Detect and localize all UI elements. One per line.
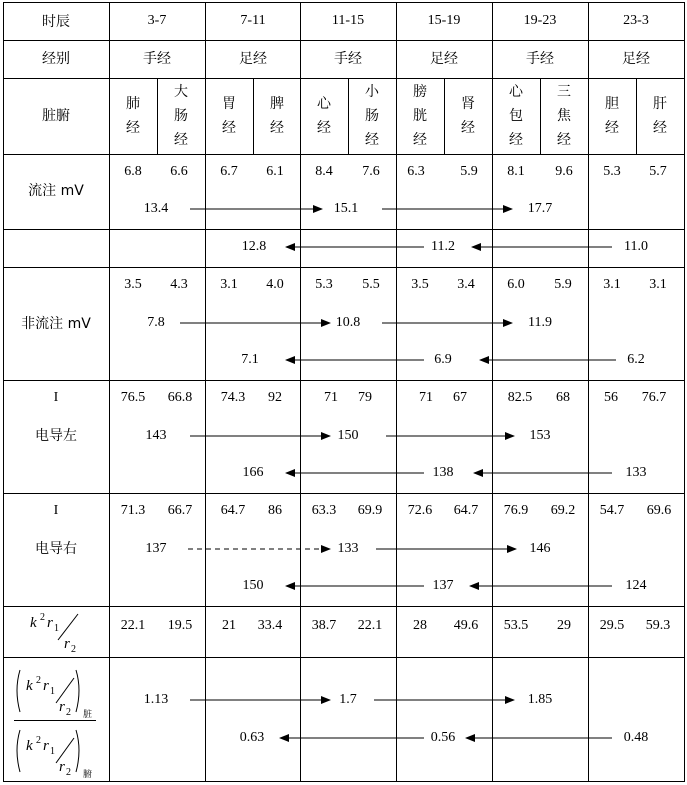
cond-left-forward: 153 bbox=[529, 428, 551, 443]
row-label-cond-left: 电导左 bbox=[35, 428, 77, 444]
row-label-nonflow: 非流注 mV bbox=[21, 316, 91, 332]
cond-right-value: 69.6 bbox=[646, 503, 672, 518]
ratio-value: 38.7 bbox=[311, 618, 337, 633]
channel-cell: 足经 bbox=[239, 51, 267, 67]
channel-cell: 足经 bbox=[430, 51, 458, 67]
flow-value: 5.7 bbox=[649, 164, 667, 179]
channel-cell: 手经 bbox=[334, 51, 362, 67]
cond-left-value: 56 bbox=[604, 390, 618, 405]
flow-value: 6.7 bbox=[220, 164, 238, 179]
svg-text:r: r bbox=[47, 615, 53, 631]
svg-text:r: r bbox=[64, 636, 70, 652]
time-cell: 23-3 bbox=[623, 13, 649, 28]
cond-right-value: 71.3 bbox=[120, 503, 146, 518]
ratio-value: 33.4 bbox=[257, 618, 283, 633]
organ-cell: 心经 bbox=[317, 96, 331, 136]
row-label-organ: 脏腑 bbox=[42, 108, 70, 124]
cond-right-value: 72.6 bbox=[407, 503, 433, 518]
ratio-value: 53.5 bbox=[503, 618, 529, 633]
flow-value: 6.1 bbox=[266, 164, 284, 179]
time-cell: 7-11 bbox=[240, 13, 266, 28]
time-cell: 19-23 bbox=[523, 13, 557, 28]
cond-left-value: 71 bbox=[324, 390, 338, 405]
cond-left-forward: 150 bbox=[337, 428, 359, 443]
cond-left-backward: 166 bbox=[242, 465, 264, 480]
nonflow-value: 3.4 bbox=[457, 277, 475, 292]
svg-text:r: r bbox=[43, 738, 49, 754]
organ-cell: 胆经 bbox=[605, 96, 619, 136]
svg-text:r: r bbox=[59, 759, 65, 775]
time-cell: 11-15 bbox=[331, 13, 365, 28]
svg-text:脏: 脏 bbox=[83, 710, 93, 720]
cond-left-value: 74.3 bbox=[220, 390, 246, 405]
channel-cell: 足经 bbox=[622, 51, 650, 67]
row-label-time: 时辰 bbox=[42, 14, 70, 30]
svg-text:k: k bbox=[30, 615, 37, 631]
svg-text:k: k bbox=[26, 678, 33, 694]
organ-cell: 小肠经 bbox=[365, 84, 379, 148]
row-label-flow: 流注 mV bbox=[28, 183, 84, 199]
ratio-value: 22.1 bbox=[357, 618, 383, 633]
flow-forward: 13.4 bbox=[143, 201, 169, 216]
organ-cell: 脾经 bbox=[270, 96, 284, 136]
nonflow-value: 3.1 bbox=[603, 277, 621, 292]
cond-left-value: 79 bbox=[358, 390, 372, 405]
nonflow-forward: 7.8 bbox=[147, 315, 165, 330]
nonflow-forward: 11.9 bbox=[528, 315, 552, 330]
nonflow-value: 6.0 bbox=[507, 277, 525, 292]
nonflow-value: 3.5 bbox=[124, 277, 142, 292]
ratio-value: 29 bbox=[557, 618, 571, 633]
cond-right-value: 76.9 bbox=[503, 503, 529, 518]
flow-backward: 11.2 bbox=[431, 239, 455, 254]
cond-right-forward: 137 bbox=[145, 541, 167, 556]
organ-cell: 心包经 bbox=[509, 84, 523, 148]
cond-left-value: 67 bbox=[453, 390, 467, 405]
row-label-cond-left-i: I bbox=[53, 390, 59, 405]
row-label-cond-right: 电导右 bbox=[35, 541, 77, 557]
flow-value: 8.4 bbox=[315, 164, 333, 179]
flow-value: 9.6 bbox=[555, 164, 573, 179]
cond-left-value: 71 bbox=[419, 390, 433, 405]
cond-left-forward: 143 bbox=[145, 428, 167, 443]
cond-right-value: 63.3 bbox=[311, 503, 337, 518]
cond-right-backward: 124 bbox=[625, 578, 647, 593]
ratio2-backward: 0.56 bbox=[430, 730, 456, 745]
time-cell: 3-7 bbox=[147, 13, 167, 28]
ratio2-backward: 0.48 bbox=[623, 730, 649, 745]
cond-right-backward: 150 bbox=[242, 578, 264, 593]
flow-forward: 17.7 bbox=[527, 201, 553, 216]
time-cell: 15-19 bbox=[427, 13, 461, 28]
cond-left-backward: 138 bbox=[432, 465, 454, 480]
nonflow-value: 4.0 bbox=[266, 277, 284, 292]
ratio2-formula bbox=[14, 670, 96, 780]
nonflow-value: 3.1 bbox=[220, 277, 238, 292]
flow-backward: 12.8 bbox=[241, 239, 267, 254]
cond-left-value: 92 bbox=[268, 390, 282, 405]
svg-text:k: k bbox=[26, 738, 33, 754]
svg-text:2: 2 bbox=[71, 644, 76, 655]
cond-left-value: 66.8 bbox=[167, 390, 193, 405]
row-label-cond-right-i: I bbox=[53, 503, 59, 518]
flow-value: 8.1 bbox=[507, 164, 525, 179]
ratio2-forward: 1.7 bbox=[339, 692, 357, 707]
cond-right-backward: 137 bbox=[432, 578, 454, 593]
organ-cell: 大肠经 bbox=[174, 84, 188, 148]
svg-text:r: r bbox=[59, 699, 65, 715]
nonflow-value: 5.9 bbox=[554, 277, 572, 292]
flow-value: 6.3 bbox=[407, 164, 425, 179]
flow-forward: 15.1 bbox=[333, 201, 359, 216]
ratio-value: 49.6 bbox=[453, 618, 479, 633]
ratio-value: 29.5 bbox=[599, 618, 625, 633]
cond-right-forward: 146 bbox=[529, 541, 551, 556]
nonflow-value: 5.3 bbox=[315, 277, 333, 292]
svg-text:1: 1 bbox=[54, 623, 59, 634]
channel-cell: 手经 bbox=[526, 51, 554, 67]
svg-text:腑: 腑 bbox=[83, 770, 93, 780]
svg-text:2: 2 bbox=[66, 707, 71, 718]
organ-cell: 三焦经 bbox=[557, 84, 571, 148]
cond-right-value: 69.2 bbox=[550, 503, 576, 518]
cond-right-forward: 133 bbox=[337, 541, 359, 556]
svg-text:2: 2 bbox=[66, 767, 71, 778]
ratio-formula bbox=[30, 612, 78, 655]
nonflow-value: 5.5 bbox=[362, 277, 380, 292]
nonflow-backward: 7.1 bbox=[241, 352, 259, 367]
nonflow-value: 3.5 bbox=[411, 277, 429, 292]
nonflow-forward: 10.8 bbox=[335, 315, 361, 330]
cond-left-backward: 133 bbox=[625, 465, 647, 480]
cond-left-value: 76.5 bbox=[120, 390, 146, 405]
flow-value: 6.6 bbox=[170, 164, 188, 179]
ratio-value: 59.3 bbox=[645, 618, 671, 633]
nonflow-backward: 6.9 bbox=[434, 352, 452, 367]
organ-cell: 肝经 bbox=[653, 96, 667, 136]
cond-left-value: 76.7 bbox=[641, 390, 667, 405]
flow-value: 6.8 bbox=[124, 164, 142, 179]
organ-cell: 肺经 bbox=[126, 96, 140, 136]
cond-right-value: 69.9 bbox=[357, 503, 383, 518]
organ-cell: 膀胱经 bbox=[413, 84, 427, 148]
svg-text:2: 2 bbox=[36, 675, 41, 686]
ratio-value: 21 bbox=[222, 618, 236, 633]
nonflow-value: 4.3 bbox=[170, 277, 188, 292]
cond-right-value: 64.7 bbox=[220, 503, 246, 518]
channel-cell: 手经 bbox=[143, 51, 171, 67]
nonflow-value: 3.1 bbox=[649, 277, 667, 292]
flow-value: 5.9 bbox=[460, 164, 478, 179]
svg-text:1: 1 bbox=[50, 686, 55, 697]
flow-value: 7.6 bbox=[362, 164, 380, 179]
ratio-value: 22.1 bbox=[120, 618, 146, 633]
svg-text:2: 2 bbox=[36, 735, 41, 746]
cond-left-value: 82.5 bbox=[507, 390, 533, 405]
cond-right-value: 66.7 bbox=[167, 503, 193, 518]
ratio-value: 28 bbox=[413, 618, 427, 633]
flow-backward: 11.0 bbox=[624, 239, 648, 254]
ratio-value: 19.5 bbox=[167, 618, 193, 633]
organ-cell: 肾经 bbox=[461, 96, 475, 136]
ratio2-forward: 1.85 bbox=[527, 692, 553, 707]
cond-right-value: 64.7 bbox=[453, 503, 479, 518]
organ-cell: 胃经 bbox=[222, 96, 236, 136]
cond-right-value: 86 bbox=[268, 503, 282, 518]
cond-left-value: 68 bbox=[556, 390, 570, 405]
nonflow-backward: 6.2 bbox=[627, 352, 645, 367]
ratio2-backward: 0.63 bbox=[239, 730, 265, 745]
svg-text:r: r bbox=[43, 678, 49, 694]
ratio2-forward: 1.13 bbox=[143, 692, 169, 707]
flow-value: 5.3 bbox=[603, 164, 621, 179]
row-label-channel: 经别 bbox=[42, 51, 70, 67]
svg-text:1: 1 bbox=[50, 746, 55, 757]
cond-right-value: 54.7 bbox=[599, 503, 625, 518]
svg-text:2: 2 bbox=[40, 612, 45, 623]
